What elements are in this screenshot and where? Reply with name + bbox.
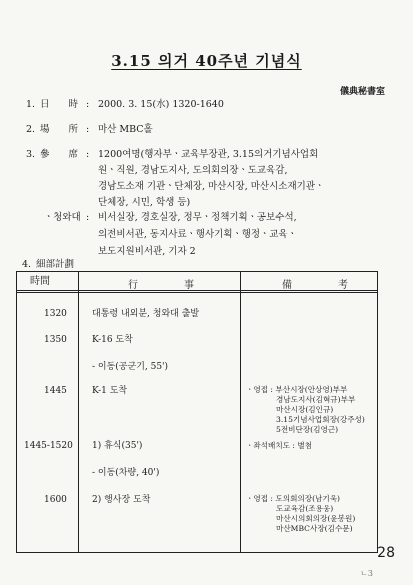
row-note-line: ㆍ좌석배치도 : 별첨 bbox=[246, 441, 313, 450]
section-3b-sep: : bbox=[86, 212, 90, 223]
row-time: 1445 bbox=[44, 386, 67, 396]
row-event: - 이동(차량, 40') bbox=[92, 468, 160, 478]
row-event: - 이동(공군기, 55') bbox=[92, 362, 169, 372]
row-note-line: 5전비단장(김영근) bbox=[276, 425, 339, 434]
table-column-divider bbox=[78, 271, 79, 553]
section-3-line: 원ㆍ직원, 경남도지사, 도의회의장ㆍ도교육감, bbox=[98, 165, 288, 176]
section-4-number: 4. bbox=[22, 259, 32, 270]
section-3b-label: ㆍ청와대 bbox=[44, 212, 81, 223]
row-event: K-16 도착 bbox=[92, 335, 133, 345]
header-time: 時間 bbox=[30, 276, 50, 287]
header-note: 備 考 bbox=[282, 280, 366, 291]
row-note-line: ㆍ영접 : 도의회의장(남기욱) bbox=[246, 494, 341, 503]
section-3b-line: 의전비서관, 동지사료ㆍ행사기획ㆍ행정ㆍ교육ㆍ bbox=[98, 229, 297, 240]
row-event: 대통령 내외분, 청와대 출발 bbox=[92, 309, 200, 319]
author-tag: 儀典秘書室 bbox=[339, 87, 385, 97]
section-3-sep: : bbox=[86, 149, 90, 160]
row-time: 1350 bbox=[44, 335, 67, 345]
section-1-number: 1. bbox=[26, 99, 36, 110]
row-note-line: 3.15기념사업회장(강주성) bbox=[276, 415, 365, 424]
section-3-line: 1200여명(행자부ㆍ교육부장관, 3.15의거기념사업회 bbox=[98, 149, 319, 160]
section-4-label: 細部計劃 bbox=[36, 259, 75, 270]
row-note-line: 마산MBC사장(김수문) bbox=[276, 524, 353, 533]
section-3b-line: 보도지원비서관, 기자 2 bbox=[98, 246, 196, 257]
page-number: 28 bbox=[377, 545, 395, 561]
section-2-label: 場 所 bbox=[40, 124, 79, 135]
section-1-sep: : bbox=[86, 99, 90, 110]
section-1-value: 2000. 3. 15(水) 1320-1640 bbox=[98, 99, 224, 110]
row-time: 1600 bbox=[44, 495, 67, 505]
section-1-label: 日 時 bbox=[40, 99, 79, 110]
header-event: 行 事 bbox=[128, 280, 212, 291]
row-note-line: 마산시의회의장(윤봉원) bbox=[276, 514, 356, 523]
section-3-number: 3. bbox=[26, 149, 36, 160]
section-3-line: 경남도소재 기관ㆍ단체장, 마산시장, 마산시소재기관ㆍ bbox=[98, 181, 325, 192]
section-2-sep: : bbox=[86, 124, 90, 135]
row-note-line: 경남도지사(김혁규)부부 bbox=[276, 395, 356, 404]
section-3-label: 參 席 bbox=[40, 149, 79, 160]
section-2-number: 2. bbox=[26, 124, 36, 135]
table-column-divider bbox=[240, 271, 241, 553]
row-time: 1320 bbox=[44, 309, 67, 319]
section-2-value: 마산 MBC홀 bbox=[98, 124, 153, 135]
row-time: 1445-1520 bbox=[24, 441, 73, 451]
row-note-line: 도교육감(조용웅) bbox=[276, 504, 334, 513]
handwritten-mark: ㄴ3 bbox=[360, 569, 373, 578]
row-event: 1) 휴식(35') bbox=[92, 441, 143, 451]
row-event: K-1 도착 bbox=[92, 386, 128, 396]
row-note-line: ㆍ영접 : 부산시장(안상영)부부 bbox=[246, 385, 348, 394]
section-3b-line: 비서실장, 경호실장, 정무ㆍ정책기획ㆍ공보수석, bbox=[98, 212, 297, 223]
section-3-line: 단체장, 시민, 학생 등) bbox=[98, 197, 191, 208]
document-title: 3.15 의거 40주년 기념식 bbox=[111, 52, 302, 70]
row-event: 2) 행사장 도착 bbox=[92, 495, 151, 505]
row-note-line: 마산시장(김인규) bbox=[276, 405, 334, 414]
